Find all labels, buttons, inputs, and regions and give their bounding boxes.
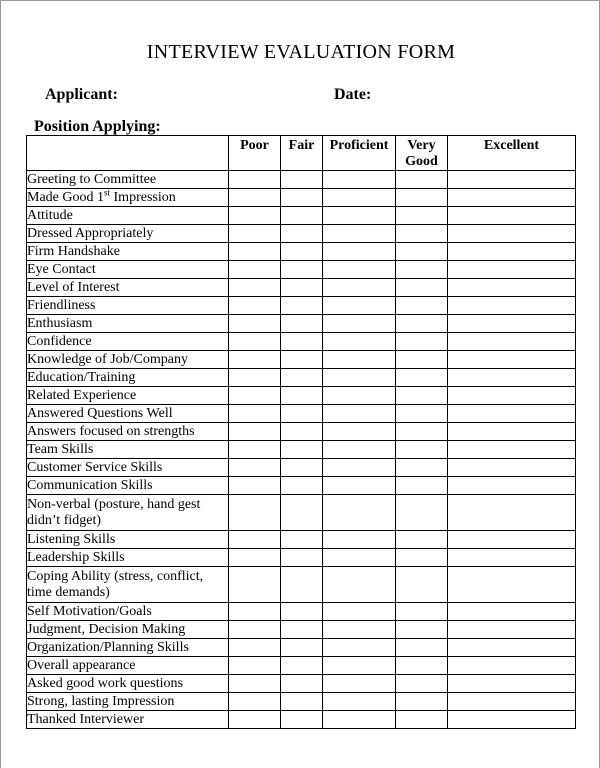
table-row (27, 279, 576, 297)
rating-cell-fair[interactable] (281, 423, 323, 441)
rating-cell-very-good[interactable] (396, 711, 448, 729)
rating-cell-fair[interactable] (281, 369, 323, 387)
rating-cell-excellent[interactable] (448, 621, 576, 639)
rating-cell-poor[interactable] (229, 297, 281, 315)
rating-cell-very-good[interactable] (396, 423, 448, 441)
rating-cell-excellent[interactable] (448, 423, 576, 441)
rating-cell-very-good[interactable] (396, 495, 448, 531)
applicant-label: Applicant: (45, 86, 118, 103)
rating-cell-excellent[interactable] (448, 225, 576, 243)
table-row (27, 459, 576, 477)
rating-cell-proficient[interactable] (323, 333, 396, 351)
rating-cell-poor[interactable] (229, 657, 281, 675)
rating-cell-fair[interactable] (281, 495, 323, 531)
rating-cell-proficient[interactable] (323, 477, 396, 495)
rating-cell-poor[interactable] (229, 423, 281, 441)
table-row (27, 477, 576, 495)
date-label: Date: (334, 86, 372, 103)
criterion-label: Communication Skills (27, 477, 229, 495)
rating-cell-very-good[interactable] (396, 207, 448, 225)
rating-cell-fair[interactable] (281, 207, 323, 225)
rating-cell-very-good[interactable] (396, 387, 448, 405)
rating-cell-very-good[interactable] (396, 279, 448, 297)
rating-cell-excellent[interactable] (448, 531, 576, 549)
rating-cell-proficient[interactable] (323, 315, 396, 333)
rating-cell-poor[interactable] (229, 693, 281, 711)
rating-cell-proficient[interactable] (323, 279, 396, 297)
rating-cell-very-good[interactable] (396, 405, 448, 423)
rating-cell-poor[interactable] (229, 567, 281, 603)
rating-cell-fair[interactable] (281, 711, 323, 729)
rating-cell-very-good[interactable] (396, 567, 448, 603)
rating-cell-very-good[interactable] (396, 675, 448, 693)
criterion-label: Related Experience (27, 387, 229, 405)
rating-cell-very-good[interactable] (396, 333, 448, 351)
rating-cell-proficient[interactable] (323, 639, 396, 657)
rating-cell-excellent[interactable] (448, 441, 576, 459)
criterion-label: Level of Interest (27, 279, 229, 297)
rating-cell-very-good[interactable] (396, 639, 448, 657)
form-title: INTERVIEW EVALUATION FORM (146, 41, 456, 63)
rating-cell-very-good[interactable] (396, 459, 448, 477)
rating-cell-proficient[interactable] (323, 693, 396, 711)
criterion-label: Answered Questions Well (27, 405, 229, 423)
rating-cell-excellent[interactable] (448, 189, 576, 207)
rating-cell-fair[interactable] (281, 279, 323, 297)
table-row (27, 297, 576, 315)
rating-cell-excellent[interactable] (448, 297, 576, 315)
rating-cell-proficient[interactable] (323, 459, 396, 477)
rating-cell-fair[interactable] (281, 189, 323, 207)
rating-cell-very-good[interactable] (396, 441, 448, 459)
rating-cell-poor[interactable] (229, 459, 281, 477)
rating-cell-proficient[interactable] (323, 549, 396, 567)
criterion-label: Education/Training (27, 369, 229, 387)
criterion-label: Thanked Interviewer (27, 711, 229, 729)
rating-cell-excellent[interactable] (448, 675, 576, 693)
rating-cell-fair[interactable] (281, 441, 323, 459)
rating-cell-poor[interactable] (229, 549, 281, 567)
table-row (27, 603, 576, 621)
rating-cell-excellent[interactable] (448, 603, 576, 621)
criterion-label: Judgment, Decision Making (27, 621, 229, 639)
criterion-label: Answers focused on strengths (27, 423, 229, 441)
rating-cell-very-good[interactable] (396, 477, 448, 495)
criterion-label: Strong, lasting Impression (27, 693, 229, 711)
rating-cell-proficient[interactable] (323, 369, 396, 387)
rating-cell-proficient[interactable] (323, 621, 396, 639)
rating-cell-excellent[interactable] (448, 495, 576, 531)
rating-cell-proficient[interactable] (323, 603, 396, 621)
rating-cell-excellent[interactable] (448, 567, 576, 603)
rating-cell-excellent[interactable] (448, 711, 576, 729)
rating-cell-poor[interactable] (229, 675, 281, 693)
rating-cell-fair[interactable] (281, 603, 323, 621)
table-row (27, 657, 576, 675)
rating-cell-proficient[interactable] (323, 261, 396, 279)
criterion-label: Dressed Appropriately (27, 225, 229, 243)
criterion-label: Friendliness (27, 297, 229, 315)
rating-cell-very-good[interactable] (396, 531, 448, 549)
rating-cell-very-good[interactable] (396, 657, 448, 675)
rating-cell-fair[interactable] (281, 243, 323, 261)
rating-cell-proficient[interactable] (323, 387, 396, 405)
rating-cell-poor[interactable] (229, 639, 281, 657)
rating-cell-poor[interactable] (229, 387, 281, 405)
criterion-label: Organization/Planning Skills (27, 639, 229, 657)
table-row (27, 369, 576, 387)
criterion-label: Asked good work questions (27, 675, 229, 693)
rating-cell-poor[interactable] (229, 369, 281, 387)
table-row (27, 171, 576, 189)
rating-cell-poor[interactable] (229, 243, 281, 261)
table-row (27, 387, 576, 405)
table-row (27, 675, 576, 693)
rating-cell-proficient[interactable] (323, 567, 396, 603)
rating-cell-fair[interactable] (281, 477, 323, 495)
rating-cell-poor[interactable] (229, 171, 281, 189)
rating-cell-excellent[interactable] (448, 639, 576, 657)
rating-cell-excellent[interactable] (448, 261, 576, 279)
rating-cell-poor[interactable] (229, 441, 281, 459)
rating-cell-poor[interactable] (229, 207, 281, 225)
rating-cell-proficient[interactable] (323, 441, 396, 459)
column-header-fair: Fair (281, 136, 323, 171)
table-row (27, 495, 576, 531)
table-row (27, 693, 576, 711)
table-row (27, 261, 576, 279)
rating-cell-very-good[interactable] (396, 315, 448, 333)
evaluation-table (26, 135, 576, 729)
criterion-label: Leadership Skills (27, 549, 229, 567)
rating-cell-poor[interactable] (229, 405, 281, 423)
rating-cell-very-good[interactable] (396, 171, 448, 189)
criterion-label: Eye Contact (27, 261, 229, 279)
rating-cell-very-good[interactable] (396, 603, 448, 621)
rating-cell-excellent[interactable] (448, 459, 576, 477)
rating-cell-poor[interactable] (229, 333, 281, 351)
rating-cell-fair[interactable] (281, 225, 323, 243)
rating-cell-fair[interactable] (281, 387, 323, 405)
table-row (27, 639, 576, 657)
rating-cell-proficient[interactable] (323, 243, 396, 261)
criterion-label: Made Good 1st Impression (27, 189, 229, 207)
table-row (27, 423, 576, 441)
rating-cell-fair[interactable] (281, 639, 323, 657)
rating-cell-very-good[interactable] (396, 693, 448, 711)
rating-cell-excellent[interactable] (448, 549, 576, 567)
rating-cell-fair[interactable] (281, 657, 323, 675)
rating-cell-poor[interactable] (229, 621, 281, 639)
rating-cell-proficient[interactable] (323, 207, 396, 225)
table-row (27, 333, 576, 351)
criterion-label: Greeting to Committee (27, 171, 229, 189)
rating-cell-very-good[interactable] (396, 189, 448, 207)
rating-cell-proficient[interactable] (323, 531, 396, 549)
rating-cell-proficient[interactable] (323, 171, 396, 189)
column-header-poor: Poor (229, 136, 281, 171)
rating-cell-excellent[interactable] (448, 693, 576, 711)
rating-cell-poor[interactable] (229, 279, 281, 297)
rating-cell-poor[interactable] (229, 225, 281, 243)
rating-cell-fair[interactable] (281, 405, 323, 423)
rating-cell-proficient[interactable] (323, 405, 396, 423)
criterion-label: Coping Ability (stress, conflict, time demands) (27, 567, 229, 603)
rating-cell-proficient[interactable] (323, 351, 396, 369)
rating-cell-fair[interactable] (281, 351, 323, 369)
column-header-very-good: Very Good (396, 136, 448, 171)
table-row (27, 243, 576, 261)
rating-cell-poor[interactable] (229, 477, 281, 495)
rating-cell-fair[interactable] (281, 567, 323, 603)
rating-cell-poor[interactable] (229, 711, 281, 729)
criterion-label: Knowledge of Job/Company (27, 351, 229, 369)
rating-cell-fair[interactable] (281, 171, 323, 189)
table-row (27, 207, 576, 225)
rating-cell-excellent[interactable] (448, 387, 576, 405)
table-row (27, 315, 576, 333)
table-row (27, 621, 576, 639)
criterion-label: Enthusiasm (27, 315, 229, 333)
rating-cell-very-good[interactable] (396, 297, 448, 315)
rating-cell-very-good[interactable] (396, 225, 448, 243)
rating-cell-proficient[interactable] (323, 675, 396, 693)
rating-cell-poor[interactable] (229, 531, 281, 549)
table-row (27, 189, 576, 207)
rating-cell-excellent[interactable] (448, 315, 576, 333)
rating-cell-fair[interactable] (281, 675, 323, 693)
rating-cell-very-good[interactable] (396, 243, 448, 261)
criteria-header (27, 136, 229, 171)
rating-cell-poor[interactable] (229, 603, 281, 621)
rating-cell-excellent[interactable] (448, 369, 576, 387)
table-row (27, 549, 576, 567)
rating-cell-excellent[interactable] (448, 477, 576, 495)
rating-cell-fair[interactable] (281, 261, 323, 279)
rating-cell-fair[interactable] (281, 297, 323, 315)
rating-cell-very-good[interactable] (396, 351, 448, 369)
rating-cell-excellent[interactable] (448, 657, 576, 675)
rating-cell-proficient[interactable] (323, 495, 396, 531)
table-row (27, 225, 576, 243)
criterion-label: Confidence (27, 333, 229, 351)
rating-cell-fair[interactable] (281, 315, 323, 333)
table-row (27, 531, 576, 549)
rating-cell-fair[interactable] (281, 621, 323, 639)
rating-cell-proficient[interactable] (323, 711, 396, 729)
rating-cell-fair[interactable] (281, 549, 323, 567)
rating-cell-proficient[interactable] (323, 189, 396, 207)
rating-cell-proficient[interactable] (323, 657, 396, 675)
rating-cell-excellent[interactable] (448, 279, 576, 297)
table-row (27, 351, 576, 369)
table-row (27, 711, 576, 729)
rating-cell-excellent[interactable] (448, 405, 576, 423)
column-header-excellent: Excellent (448, 136, 576, 171)
header-row (27, 136, 576, 171)
rating-cell-very-good[interactable] (396, 621, 448, 639)
criterion-label: Team Skills (27, 441, 229, 459)
rating-cell-excellent[interactable] (448, 207, 576, 225)
rating-cell-fair[interactable] (281, 333, 323, 351)
rating-cell-very-good[interactable] (396, 369, 448, 387)
rating-cell-fair[interactable] (281, 531, 323, 549)
criterion-label: Customer Service Skills (27, 459, 229, 477)
table-row (27, 441, 576, 459)
rating-cell-proficient[interactable] (323, 297, 396, 315)
rating-cell-excellent[interactable] (448, 171, 576, 189)
rating-cell-excellent[interactable] (448, 351, 576, 369)
table-row (27, 405, 576, 423)
rating-cell-fair[interactable] (281, 693, 323, 711)
column-header-proficient: Proficient (323, 136, 396, 171)
criterion-label: Firm Handshake (27, 243, 229, 261)
rating-cell-poor[interactable] (229, 261, 281, 279)
position-label: Position Applying: (34, 118, 161, 135)
rating-cell-poor[interactable] (229, 315, 281, 333)
rating-cell-poor[interactable] (229, 495, 281, 531)
table-row (27, 567, 576, 603)
criterion-label: Listening Skills (27, 531, 229, 549)
criterion-label: Attitude (27, 207, 229, 225)
rating-cell-poor[interactable] (229, 351, 281, 369)
rating-cell-excellent[interactable] (448, 333, 576, 351)
criterion-label: Non-verbal (posture, hand gest didn’t fidget) (27, 495, 229, 531)
rating-cell-poor[interactable] (229, 189, 281, 207)
rating-cell-fair[interactable] (281, 459, 323, 477)
rating-cell-very-good[interactable] (396, 261, 448, 279)
rating-cell-proficient[interactable] (323, 423, 396, 441)
rating-cell-very-good[interactable] (396, 549, 448, 567)
rating-cell-proficient[interactable] (323, 225, 396, 243)
rating-cell-excellent[interactable] (448, 243, 576, 261)
criterion-label: Self Motivation/Goals (27, 603, 229, 621)
criterion-label: Overall appearance (27, 657, 229, 675)
